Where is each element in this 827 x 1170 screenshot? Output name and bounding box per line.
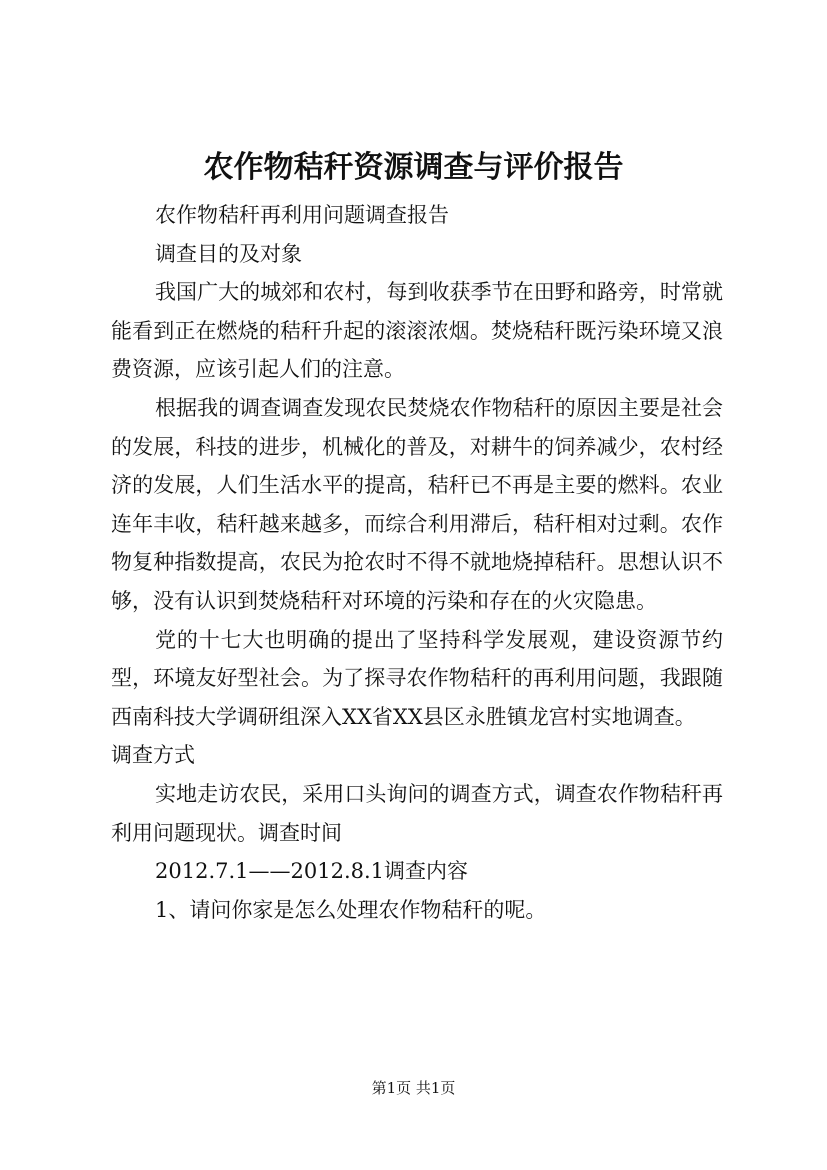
paragraph-question-1: 1、请问你家是怎么处理农作物秸秆的呢。 [155,897,547,922]
paragraph-purpose-heading: 调查目的及对象 [155,241,302,266]
paragraph-method: 实地走访农民，采用口头询问的调查方式，调查农作物秸秆再利用问题现状。调查时间 [111,781,723,845]
paragraph-method-heading: 调查方式 [111,743,195,768]
paragraph-report-name: 农作物秸秆再利用问题调查报告 [155,203,449,227]
document-title: 农作物秸秆资源调查与评价报告 [203,150,624,185]
paragraph-date-range: 2012.7.1——2012.8.1调查内容 [155,859,469,884]
document-body [111,196,723,929]
page-footer: 第1页 共1页 [371,1079,456,1097]
paragraph-findings: 根据我的调查调查发现农民焚烧农作物秸秆的原因主要是社会的发展，科技的进步，机械化的普及，对耕牛的饲养减少，农村经济的发展，人们生活水平的提高，秸秆已不再是主要的燃料。农业连年丰收，秸秆越来越多，而综合利用滞后，秸秆相对过剩。农作物复种指数提高，农民为抢农时不得不就地烧掉秸秆。思想认识不够，没有认识到焚烧秸秆对环境的污染和存在的火灾隐患。 [111,395,723,613]
paragraph-introduction: 我国广大的城郊和农村，每到收获季节在田野和路旁，时常就能看到正在燃烧的秸秆升起的滚滚浓烟。焚烧秸秆既污染环境又浪费资源，应该引起人们的注意。 [111,280,723,382]
paragraph-background: 党的十七大也明确的提出了坚持科学发展观，建设资源节约型，环境友好型社会。为了探寻农作物秸秆的再利用问题，我跟随西南科技大学调研组深入XX省XX县区永胜镇龙宫村实地调查。 [111,627,723,729]
